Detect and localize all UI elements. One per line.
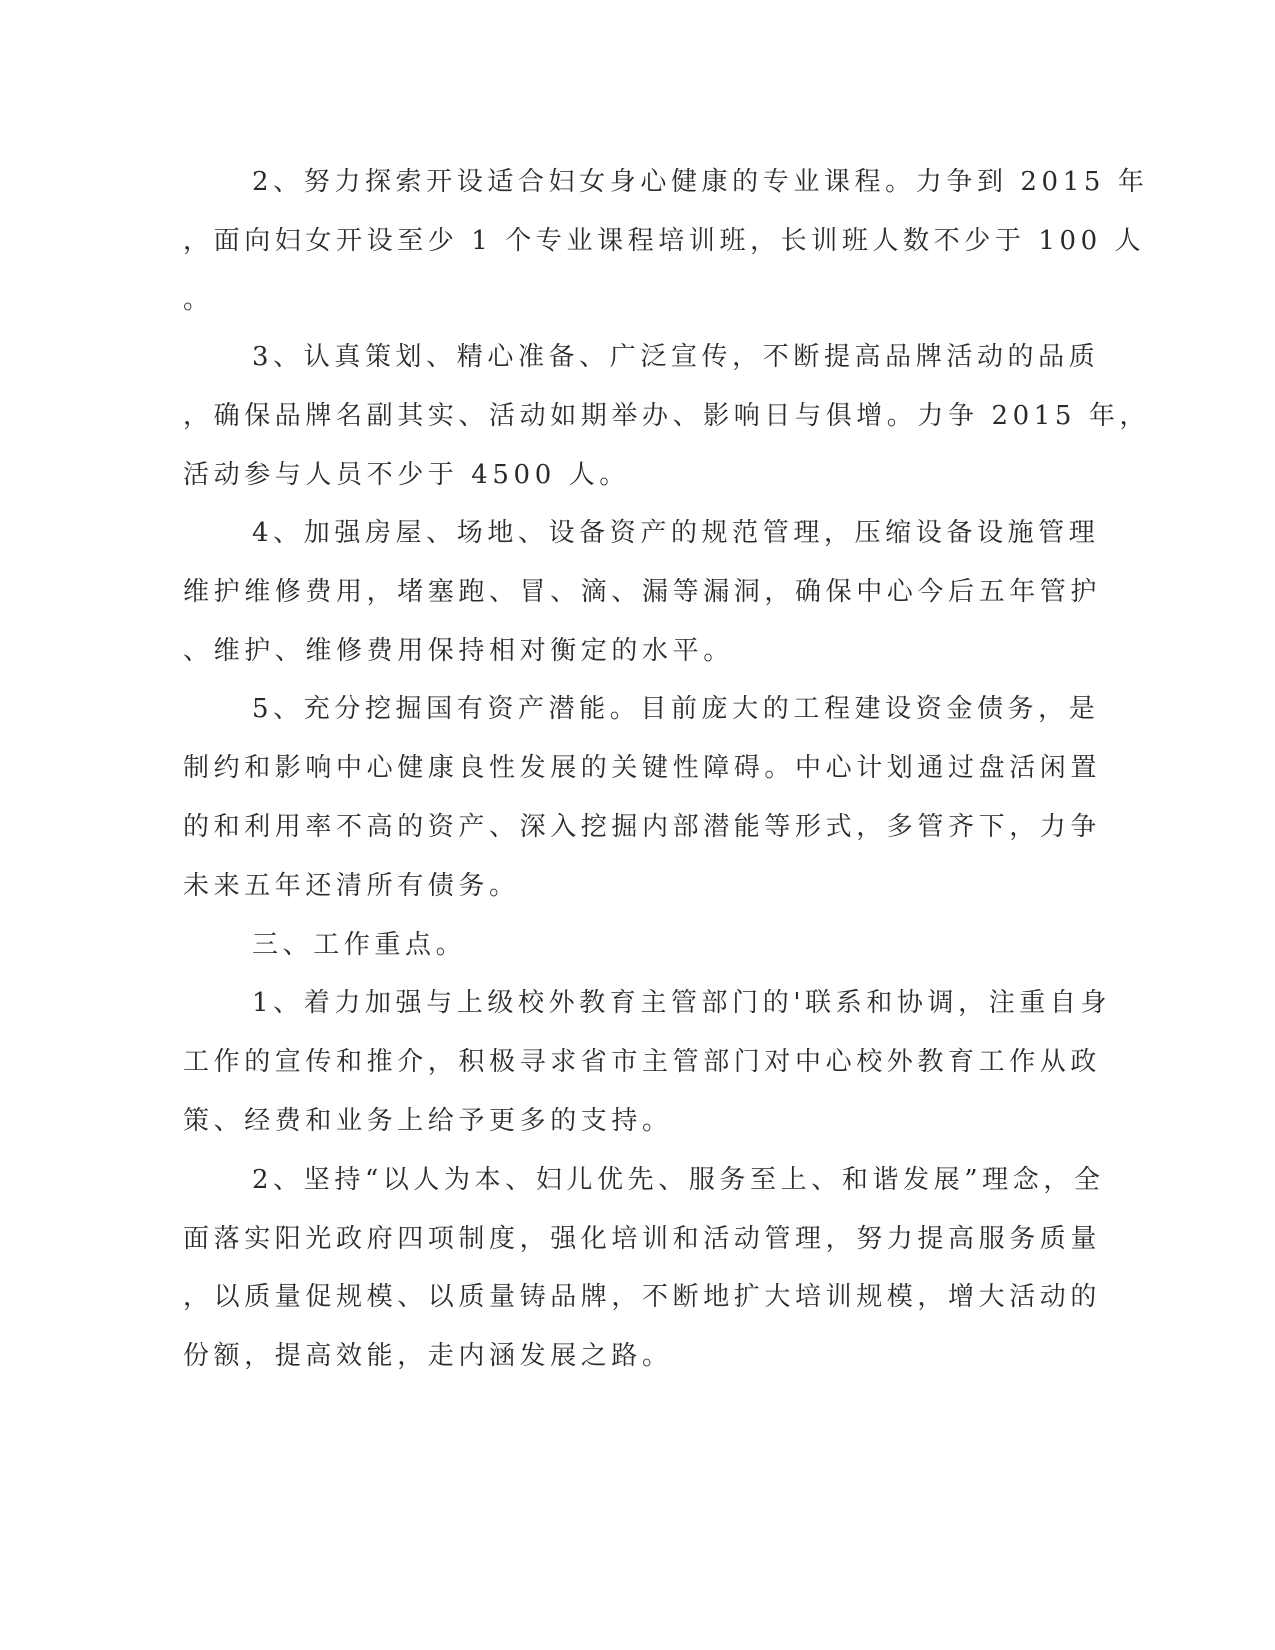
- paragraph-5-line-4: 未来五年还清所有债务。: [183, 871, 520, 901]
- paragraph-4-line-3: 、维护、维修费用保持相对衡定的水平。: [183, 636, 734, 666]
- paragraph-1b-line-1: 1、着力加强与上级校外教育主管部门的'联系和协调，注重自身: [252, 988, 1112, 1018]
- paragraph-4-line-1: 4、加强房屋、场地、设备资产的规范管理，压缩设备设施管理: [252, 518, 1100, 548]
- paragraph-3a-line-2: ，确保品牌名副其实、活动如期举办、影响日与俱增。力争 2015 年，: [183, 401, 1151, 431]
- paragraph-4-line-2: 维护维修费用，堵塞跑、冒、滴、漏等漏洞，确保中心今后五年管护: [183, 577, 1102, 607]
- paragraph-2b-line-4: 份额，提高效能，走内涵发展之路。: [183, 1341, 673, 1371]
- paragraph-2a-line-3: 。: [183, 285, 214, 315]
- paragraph-3a-line-3: 活动参与人员不少于 4500 人。: [183, 460, 630, 490]
- paragraph-3a-line-1: 3、认真策划、精心准备、广泛宣传，不断提高品牌活动的品质: [252, 342, 1100, 372]
- paragraph-5-line-3: 的和利用率不高的资产、深入挖掘内部潜能等形式，多管齐下，力争: [183, 812, 1102, 842]
- paragraph-2b-line-1: 2、坚持“以人为本、妇儿优先、服务至上、和谐发展”理念，全: [252, 1165, 1105, 1195]
- paragraph-1b-line-3: 策、经费和业务上给予更多的支持。: [183, 1106, 673, 1136]
- paragraph-5-line-1: 5、充分挖掘国有资产潜能。目前庞大的工程建设资金债务，是: [252, 694, 1100, 724]
- section-heading: 三、工作重点。: [252, 930, 467, 960]
- paragraph-2a-line-1: 2、努力探索开设适合妇女身心健康的专业课程。力争到 2015 年: [252, 167, 1149, 197]
- paragraph-2b-line-2: 面落实阳光政府四项制度，强化培训和活动管理，努力提高服务质量: [183, 1224, 1102, 1254]
- paragraph-2b-line-3: ，以质量促规模、以质量铸品牌，不断地扩大培训规模，增大活动的: [183, 1282, 1102, 1312]
- paragraph-5-line-2: 制约和影响中心健康良性发展的关键性障碍。中心计划通过盘活闲置: [183, 753, 1102, 783]
- paragraph-1b-line-2: 工作的宣传和推介，积极寻求省市主管部门对中心校外教育工作从政: [183, 1047, 1102, 1077]
- paragraph-2a-line-2: ，面向妇女开设至少 1 个专业课程培训班，长训班人数不少于 100 人: [183, 226, 1146, 256]
